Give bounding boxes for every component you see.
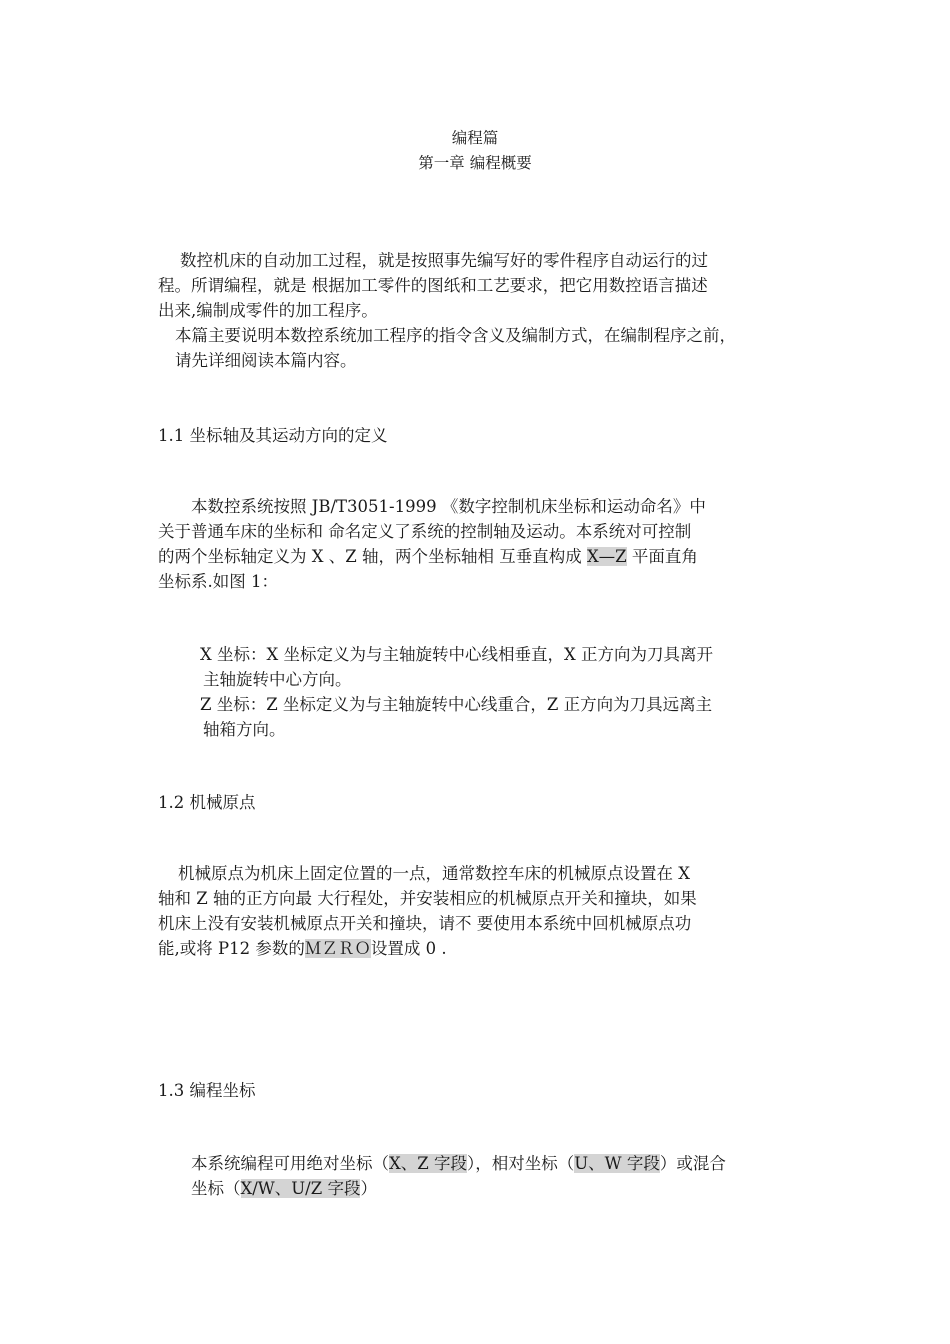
highlight-mzro: ＭＺＲＯ [304,939,371,958]
intro-line-1: 数控机床的自动加工过程，就是按照事先编写好的零件程序自动运行的过 [180,251,708,270]
s2-line-3: 机床上没有安装机械原点开关和撞块，请不 要使用本系统中回机械原点功 [158,914,692,933]
s1-line-2: 关于普通车床的坐标和 命名定义了系统的控制轴及运动。本系统对可控制 [158,522,692,541]
s3-line-1: 本系统编程可用绝对坐标（X、Z 字段），相对坐标（U、W 字段）或混合 [191,1154,726,1173]
z-coordinate-line-2: 轴箱方向。 [203,720,286,739]
s3-line-2: 坐标（X/W、U/Z 字段） [191,1179,377,1198]
section-1-3-heading: 1.3 编程坐标 [158,1081,256,1100]
chapter-title: 第一章 编程概要 [418,154,532,172]
section-1-1-heading: 1.1 坐标轴及其运动方向的定义 [158,426,388,445]
s2-line-2: 轴和 Z 轴的正方向最 大行程处，并安装相应的机械原点开关和撞块，如果 [158,889,697,908]
s2-line-4: 能,或将 P12 参数的ＭＺＲＯ设置成 0 . [158,939,447,958]
section-1-2-heading: 1.2 机械原点 [158,793,256,812]
highlight-uw-fields: U、W 字段 [574,1154,660,1173]
s1-line-3: 的两个坐标轴定义为 X 、Z 轴，两个坐标轴相 互垂直构成 X—Z 平面直角 [158,547,698,566]
highlight-xz-fields: X、Z 字段 [389,1154,467,1173]
x-coordinate-line-1: X 坐标：X 坐标定义为与主轴旋转中心线相垂直，X 正方向为刀具离开 [200,645,713,664]
highlight-mixed-fields: X/W、U/Z 字段 [240,1179,361,1198]
highlight-xz: X—Z [586,547,627,566]
intro-line-5: 请先详细阅读本篇内容。 [175,351,357,370]
intro-line-2: 程。所谓编程，就是 根据加工零件的图纸和工艺要求，把它用数控语言描述 [158,276,708,295]
document-title: 编程篇 [451,129,499,147]
intro-line-4: 本篇主要说明本数控系统加工程序的指令含义及编制方式，在编制程序之前， [175,326,736,345]
x-coordinate-line-2: 主轴旋转中心方向。 [203,670,352,689]
s2-line-1: 机械原点为机床上固定位置的一点，通常数控车床的机械原点设置在 X [178,864,690,883]
s1-line-4: 坐标系.如图 1： [158,572,278,591]
s1-line-1: 本数控系统按照 JB/T3051-1999 《数字控制机床坐标和运动命名》中 [191,497,706,516]
intro-line-3: 出来,编制成零件的加工程序。 [158,301,378,320]
z-coordinate-line-1: Z 坐标：Z 坐标定义为与主轴旋转中心线重合，Z 正方向为刀具远离主 [200,695,713,714]
